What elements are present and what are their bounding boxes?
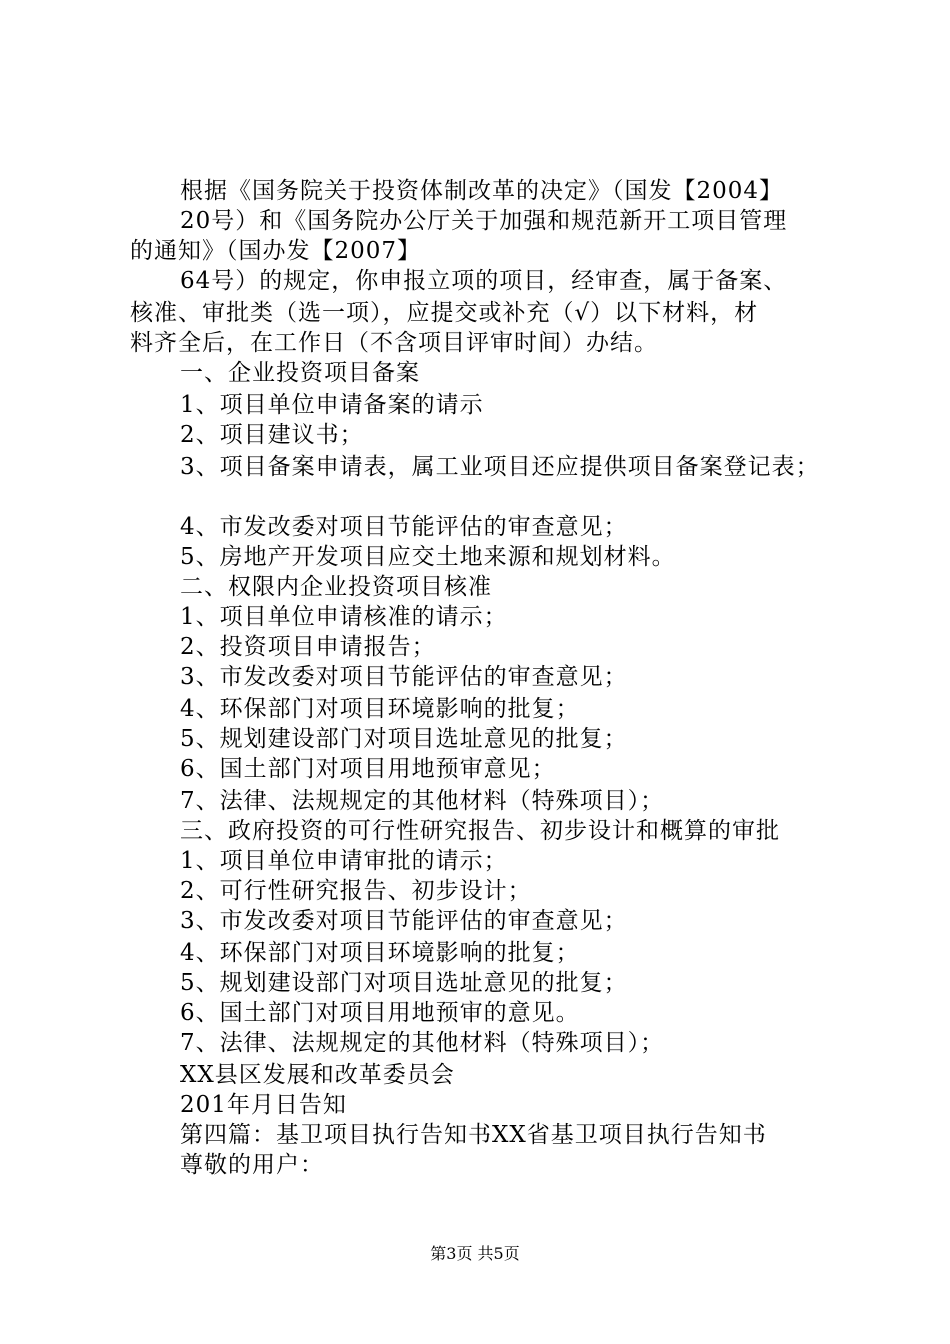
list-item: 7、法律、法规规定的其他材料（特殊项目）； [180, 788, 665, 814]
text-line: 的通知》（国办发【2007】 [130, 238, 422, 264]
list-item: 1、项目单位申请备案的请示 [180, 392, 484, 418]
list-item: 6、国土部门对项目用地预审的意见。 [180, 1000, 580, 1026]
list-item: 2、可行性研究报告、初步设计； [180, 878, 532, 904]
page-number-footer: 第3页 共5页 [430, 1244, 520, 1263]
list-item: 3、项目备案申请表，属工业项目还应提供项目备案登记表； [180, 454, 820, 480]
list-item: 2、投资项目申请报告； [180, 634, 436, 660]
text-line: 64号）的规定，你申报立项的项目，经审查，属于备案、 [180, 268, 788, 294]
list-item: 7、法律、法规规定的其他材料（特殊项目）； [180, 1030, 665, 1056]
signature-org: XX县区发展和改革委员会 [180, 1062, 455, 1088]
signature-date: 201年月日告知 [180, 1092, 347, 1118]
chapter-heading: 第四篇：基卫项目执行告知书XX省基卫项目执行告知书 [180, 1122, 767, 1148]
list-item: 1、项目单位申请核准的请示； [180, 604, 508, 630]
list-item: 4、环保部门对项目环境影响的批复； [180, 696, 580, 722]
section-heading: 二、权限内企业投资项目核准 [180, 574, 492, 600]
list-item: 5、规划建设部门对项目选址意见的批复； [180, 970, 628, 996]
list-item: 3、市发改委对项目节能评估的审查意见； [180, 908, 628, 934]
list-item: 2、项目建议书； [180, 422, 364, 448]
section-heading: 一、企业投资项目备案 [180, 360, 420, 386]
list-item: 4、环保部门对项目环境影响的批复； [180, 940, 580, 966]
list-item: 6、国土部门对项目用地预审意见； [180, 756, 556, 782]
list-item: 4、市发改委对项目节能评估的审查意见； [180, 514, 628, 540]
section-heading: 三、政府投资的可行性研究报告、初步设计和概算的审批 [180, 818, 780, 844]
text-line: 根据《国务院关于投资体制改革的决定》（国发【2004】 [180, 178, 784, 204]
text-line: 20号）和《国务院办公厅关于加强和规范新开工项目管理 [180, 208, 788, 234]
list-item: 1、项目单位申请审批的请示； [180, 848, 508, 874]
text-line: 料齐全后，在工作日（不含项目评审时间）办结。 [130, 330, 658, 356]
list-item: 3、市发改委对项目节能评估的审查意见； [180, 664, 628, 690]
salutation: 尊敬的用户： [180, 1152, 324, 1178]
text-line: 核准、审批类（选一项），应提交或补充（√）以下材料，材 [130, 300, 759, 326]
list-item: 5、房地产开发项目应交土地来源和规划材料。 [180, 544, 676, 570]
list-item: 5、规划建设部门对项目选址意见的批复； [180, 726, 628, 752]
